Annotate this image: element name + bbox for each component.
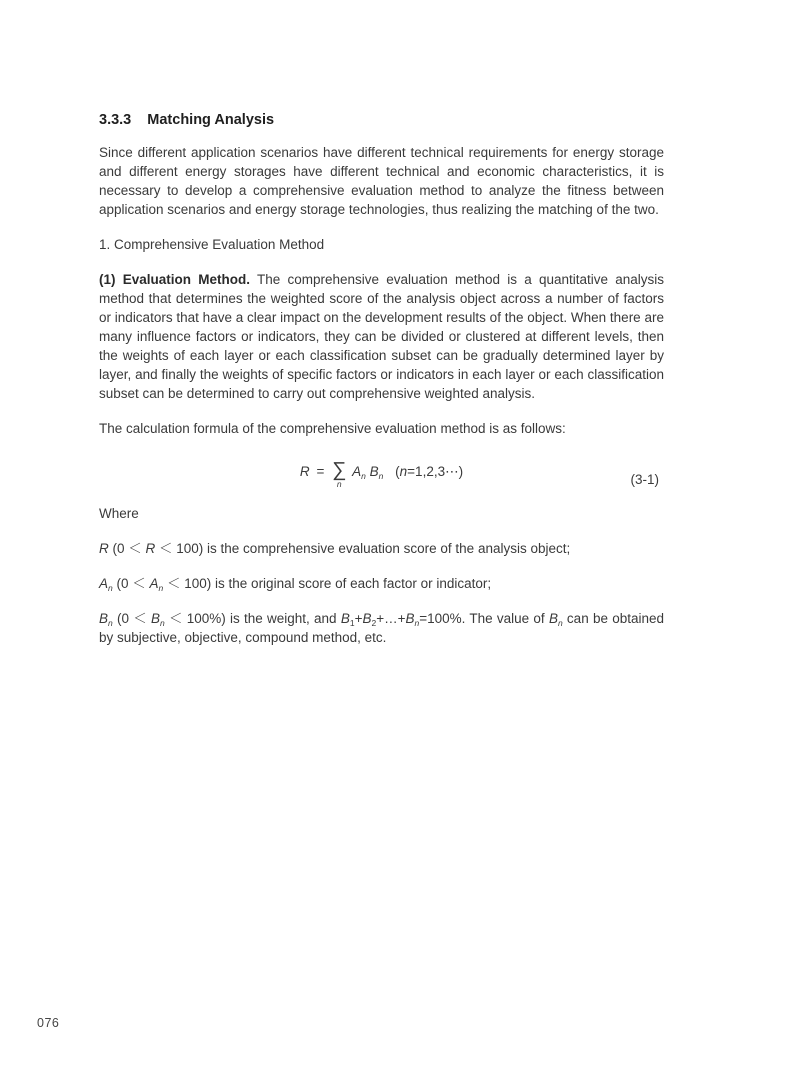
text-part: ( (395, 464, 400, 479)
page-number: 076 (37, 1016, 60, 1030)
subheading-comprehensive-evaluation: 1. Comprehensive Evaluation Method (99, 237, 325, 252)
text-part: can be obtained by subjective, objective, compound method, etc. (99, 611, 665, 645)
text-part: B (362, 611, 372, 626)
text-part: n (108, 618, 113, 628)
text-part: ＜ 100) is the comprehensive evaluation score of the analysis object; (155, 541, 571, 556)
text-part: B (548, 611, 558, 626)
term-a-subscript: n (361, 471, 366, 481)
sigma-glyph: ∑ (332, 459, 347, 481)
text-part: A (99, 576, 109, 591)
text-part: + (354, 611, 363, 626)
text-part: (1) Evaluation Method. (99, 272, 250, 287)
definition-bn (99, 609, 664, 647)
text-part: n (158, 583, 164, 593)
text-part: 2 (371, 618, 377, 628)
text-part: R (99, 541, 109, 556)
equation-lhs: R (299, 464, 310, 479)
text-part: B (99, 611, 109, 626)
page-content (99, 113, 664, 663)
text-part: B (405, 611, 415, 626)
sigma-subscript: n (336, 479, 342, 489)
term-b (370, 464, 384, 479)
text-part: n (557, 618, 563, 628)
equation (300, 454, 463, 488)
term-a-symbol: A (352, 464, 362, 479)
definition-r (99, 539, 664, 558)
formula-lead-paragraph: The calculation formula of the comprehensive evaluation method is as follows: (99, 421, 566, 436)
text-part: B (340, 611, 350, 626)
text-part: =1,2,3⋯) (407, 464, 464, 479)
text-part: +…+ (376, 611, 406, 626)
term-b-symbol: B (369, 464, 379, 479)
text-part: n (414, 618, 420, 628)
equation-row (99, 454, 664, 492)
method-paragraph (99, 270, 664, 403)
text-part: (0 ＜ (112, 576, 150, 591)
definition-an (99, 574, 664, 593)
term-a (352, 464, 366, 479)
text-part: A (149, 576, 159, 591)
text-part: R (145, 541, 156, 556)
summation-symbol (332, 460, 346, 488)
text-part: ＜ 100%) is the weight, and (164, 611, 341, 626)
intro-paragraph: Since different application scenarios have different technical requirements for energy storage and different energy storages have different technical and economic characteristics, it is necessary to develop a comprehensive evaluation method to analyze the fitness between application scenarios and energy storage technologies, thus realizing the matching of the two. (99, 145, 664, 217)
text-part: ＜ 100) is the original score of each factor or indicator; (163, 576, 492, 591)
where-label: Where (99, 506, 139, 521)
text-part: B (151, 611, 161, 626)
text-part: n (108, 583, 113, 593)
section-number: 3.3.3 (99, 112, 132, 128)
text-part: (0 ＜ (112, 611, 151, 626)
equation-number: (3-1) (630, 472, 659, 487)
section-heading (99, 113, 664, 128)
text-part: The comprehensive evaluation method is a quantitative analysis method that determines the weighted score of the analysis object across a number of factors or indicators that have a clear impact on the development results of the object. When there are many influence factors or indicators, they can be divided or clustered at different levels, then the weights of each layer or each classification subset can be gradually determined layer by layer, and finally the weights of specific factors or indicators in each layer or each classification subset can be determined to carry out comprehensive weighted analysis. (99, 272, 664, 401)
text-part: =100%. The value of (419, 611, 549, 626)
equals-sign: = (316, 464, 325, 479)
section-title: Matching Analysis (147, 112, 275, 128)
equation-condition (395, 464, 463, 479)
text-part: n (160, 618, 165, 628)
term-b-subscript: n (378, 471, 384, 481)
text-part: 1 (349, 618, 355, 628)
text-part: n (399, 464, 408, 479)
text-part: (0 ＜ (108, 541, 146, 556)
